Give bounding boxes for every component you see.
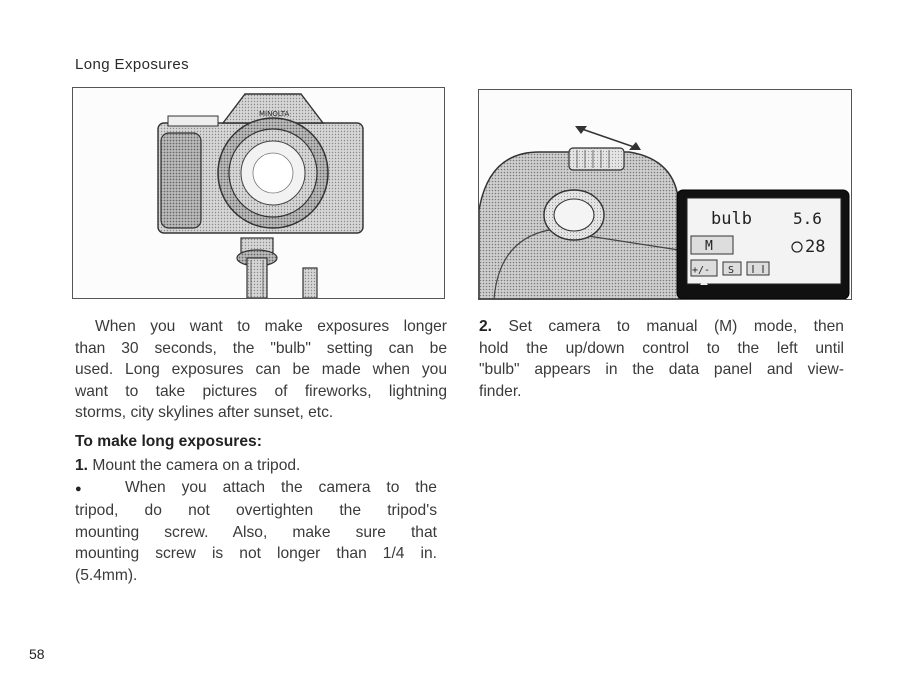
step-2-line: "bulb" appears in the data panel and view- [479,361,844,379]
step-2-line: hold the up/down control to the left until [479,339,844,357]
lcd-s-indicator: S [728,265,735,276]
intro-line: When you want to make exposures longer [95,318,447,335]
intro-paragraph [75,316,447,424]
intro-line: used. Long exposures can be made when you [75,361,447,379]
lcd-number-readout: 28 [805,237,826,257]
data-panel-figure [478,89,852,300]
step-2 [479,316,844,402]
lcd-bulb-readout: bulb [711,209,752,229]
intro-line: storms, city skylines after sunset, etc. [75,404,334,422]
camera-on-tripod-figure [72,87,445,299]
steps-subheading: To make long exposures: [75,433,262,450]
brand-logo: MINOLTA [259,110,290,118]
note-line: When you attach the camera to the [124,478,437,496]
step-2-line: Set camera to manual (M) mode, then [508,318,844,335]
step-2-number: 2. [479,318,493,335]
section-heading: Long Exposures [75,56,190,73]
note-line: tripod, do not overtighten the tripod's [75,502,437,520]
intro-line: than 30 seconds, the "bulb" setting can be [75,339,447,357]
step-1-number: 1. [75,457,89,474]
step-1 [75,455,437,587]
lcd-mode-readout: M [705,239,713,254]
lcd-aperture-readout: 5.6 [793,209,822,228]
step-1-text: Mount the camera on a tripod. [92,457,301,474]
note-line: mounting screw. Also, make sure that [75,523,437,541]
page-number: 58 [29,646,45,662]
bullet-icon: ● [75,482,94,495]
intro-line: want to take pictures of fireworks, lightning [75,382,447,400]
step-2-line: finder. [479,382,522,400]
note-line: mounting screw is not longer than 1/4 in. [75,545,437,563]
note-line: (5.4mm). [75,566,138,584]
lcd-plusminus-indicator: +/- [692,265,711,276]
